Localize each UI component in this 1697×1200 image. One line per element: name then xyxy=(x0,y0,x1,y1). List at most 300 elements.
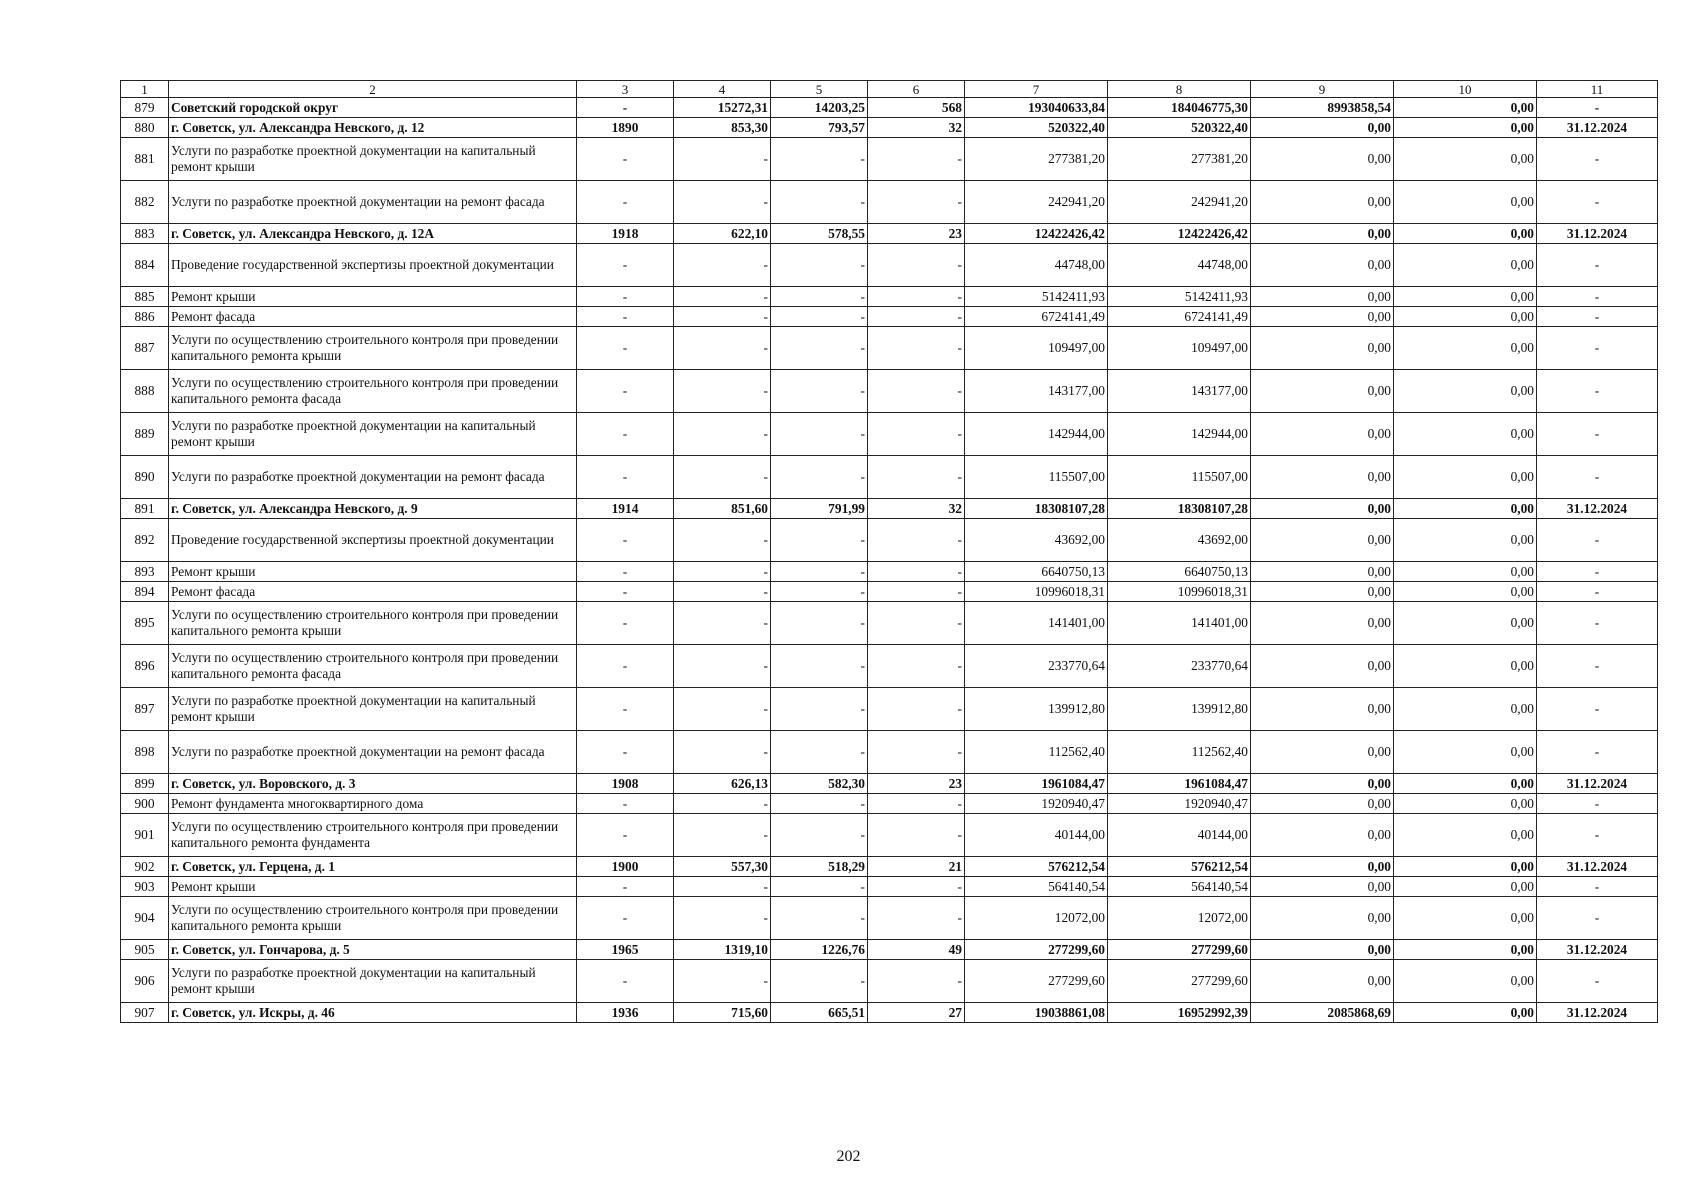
living-area-cell: - xyxy=(771,688,868,731)
description-cell: Услуги по разработке проектной документации на ремонт фасада xyxy=(169,181,577,224)
total-cost-cell: 233770,64 xyxy=(965,645,1108,688)
budget-funds-cell: 0,00 xyxy=(1394,562,1537,582)
residents-count-cell: - xyxy=(868,287,965,307)
living-area-cell: - xyxy=(771,327,868,370)
year-built-cell: 1965 xyxy=(577,940,674,960)
living-area-cell: - xyxy=(771,897,868,940)
year-built-cell: - xyxy=(577,602,674,645)
budget-funds-cell: 0,00 xyxy=(1394,688,1537,731)
living-area-cell: - xyxy=(771,307,868,327)
budget-funds-cell: 0,00 xyxy=(1394,370,1537,413)
residents-count-cell: - xyxy=(868,519,965,562)
year-built-cell: 1908 xyxy=(577,774,674,794)
work-item-row xyxy=(121,181,1658,224)
year-built-cell: - xyxy=(577,960,674,1003)
row-number-cell: 894 xyxy=(121,582,169,602)
completion-date-cell: - xyxy=(1537,731,1658,774)
living-area-cell: - xyxy=(771,877,868,897)
total-cost-cell: 43692,00 xyxy=(965,519,1108,562)
completion-date-cell: 31.12.2024 xyxy=(1537,1003,1658,1023)
living-area-cell: - xyxy=(771,582,868,602)
living-area-cell: 582,30 xyxy=(771,774,868,794)
work-item-row xyxy=(121,582,1658,602)
total-cost-cell: 576212,54 xyxy=(965,857,1108,877)
year-built-cell: - xyxy=(577,645,674,688)
description-cell: Ремонт фасада xyxy=(169,582,577,602)
description-cell: Услуги по разработке проектной документации на капитальный ремонт крыши xyxy=(169,960,577,1003)
total-area-cell: 626,13 xyxy=(674,774,771,794)
budget-funds-cell: 0,00 xyxy=(1394,602,1537,645)
row-number-cell: 904 xyxy=(121,897,169,940)
row-number-cell: 897 xyxy=(121,688,169,731)
fund-cost-cell: 242941,20 xyxy=(1108,181,1251,224)
residents-count-cell: - xyxy=(868,562,965,582)
col-header-4: 4 xyxy=(674,81,771,98)
residents-count-cell: - xyxy=(868,731,965,774)
other-sources-cell: 0,00 xyxy=(1251,181,1394,224)
description-cell: Услуги по осуществлению строительного контроля при проведении капитального ремонта крыши xyxy=(169,897,577,940)
description-cell: Услуги по разработке проектной документации на ремонт фасада xyxy=(169,731,577,774)
col-header-8: 8 xyxy=(1108,81,1251,98)
other-sources-cell: 0,00 xyxy=(1251,688,1394,731)
completion-date-cell: - xyxy=(1537,960,1658,1003)
completion-date-cell: - xyxy=(1537,645,1658,688)
fund-cost-cell: 12072,00 xyxy=(1108,897,1251,940)
living-area-cell: - xyxy=(771,287,868,307)
total-area-cell: - xyxy=(674,877,771,897)
work-item-row xyxy=(121,456,1658,499)
budget-funds-cell: 0,00 xyxy=(1394,645,1537,688)
total-area-cell: 15272,31 xyxy=(674,98,771,118)
description-cell: Проведение государственной экспертизы проектной документации xyxy=(169,519,577,562)
total-area-cell: - xyxy=(674,897,771,940)
other-sources-cell: 0,00 xyxy=(1251,370,1394,413)
row-number-cell: 905 xyxy=(121,940,169,960)
fund-cost-cell: 43692,00 xyxy=(1108,519,1251,562)
living-area-cell: 578,55 xyxy=(771,224,868,244)
budget-funds-cell: 0,00 xyxy=(1394,499,1537,519)
description-cell: Услуги по разработке проектной документации на капитальный ремонт крыши xyxy=(169,413,577,456)
completion-date-cell: - xyxy=(1537,181,1658,224)
fund-cost-cell: 576212,54 xyxy=(1108,857,1251,877)
total-cost-cell: 1961084,47 xyxy=(965,774,1108,794)
work-item-row xyxy=(121,307,1658,327)
residents-count-cell: - xyxy=(868,794,965,814)
total-cost-cell: 5142411,93 xyxy=(965,287,1108,307)
work-item-row xyxy=(121,327,1658,370)
fund-cost-cell: 520322,40 xyxy=(1108,118,1251,138)
col-header-1: 1 xyxy=(121,81,169,98)
living-area-cell: - xyxy=(771,413,868,456)
living-area-cell: 518,29 xyxy=(771,857,868,877)
description-cell: Ремонт крыши xyxy=(169,877,577,897)
total-cost-cell: 19038861,08 xyxy=(965,1003,1108,1023)
residents-count-cell: 568 xyxy=(868,98,965,118)
fund-cost-cell: 115507,00 xyxy=(1108,456,1251,499)
description-cell: Услуги по осуществлению строительного контроля при проведении капитального ремонта фасада xyxy=(169,370,577,413)
other-sources-cell: 0,00 xyxy=(1251,602,1394,645)
other-sources-cell: 0,00 xyxy=(1251,244,1394,287)
fund-cost-cell: 6640750,13 xyxy=(1108,562,1251,582)
residents-count-cell: 32 xyxy=(868,499,965,519)
completion-date-cell: - xyxy=(1537,138,1658,181)
row-number-cell: 888 xyxy=(121,370,169,413)
completion-date-cell: - xyxy=(1537,370,1658,413)
completion-date-cell: - xyxy=(1537,877,1658,897)
completion-date-cell: - xyxy=(1537,98,1658,118)
residents-count-cell: - xyxy=(868,814,965,857)
total-area-cell: - xyxy=(674,731,771,774)
col-header-6: 6 xyxy=(868,81,965,98)
living-area-cell: - xyxy=(771,960,868,1003)
budget-funds-cell: 0,00 xyxy=(1394,519,1537,562)
other-sources-cell: 0,00 xyxy=(1251,774,1394,794)
description-cell: Услуги по разработке проектной документации на капитальный ремонт крыши xyxy=(169,138,577,181)
year-built-cell: - xyxy=(577,413,674,456)
description-cell: г. Советск, ул. Гончарова, д. 5 xyxy=(169,940,577,960)
total-area-cell: - xyxy=(674,307,771,327)
total-area-cell: - xyxy=(674,181,771,224)
living-area-cell: - xyxy=(771,370,868,413)
total-area-cell: - xyxy=(674,287,771,307)
budget-funds-cell: 0,00 xyxy=(1394,857,1537,877)
row-number-cell: 898 xyxy=(121,731,169,774)
residents-count-cell: 21 xyxy=(868,857,965,877)
budget-funds-cell: 0,00 xyxy=(1394,327,1537,370)
year-built-cell: - xyxy=(577,688,674,731)
row-number-cell: 881 xyxy=(121,138,169,181)
repair-register-table xyxy=(120,80,1658,1023)
row-number-cell: 883 xyxy=(121,224,169,244)
fund-cost-cell: 143177,00 xyxy=(1108,370,1251,413)
year-built-cell: - xyxy=(577,814,674,857)
year-built-cell: - xyxy=(577,138,674,181)
row-number-cell: 884 xyxy=(121,244,169,287)
fund-cost-cell: 233770,64 xyxy=(1108,645,1251,688)
address-total-row xyxy=(121,1003,1658,1023)
completion-date-cell: - xyxy=(1537,456,1658,499)
work-item-row xyxy=(121,370,1658,413)
row-number-cell: 902 xyxy=(121,857,169,877)
living-area-cell: 791,99 xyxy=(771,499,868,519)
col-header-7: 7 xyxy=(965,81,1108,98)
row-number-cell: 906 xyxy=(121,960,169,1003)
year-built-cell: - xyxy=(577,307,674,327)
description-cell: Услуги по осуществлению строительного контроля при проведении капитального ремонта фасада xyxy=(169,645,577,688)
completion-date-cell: - xyxy=(1537,327,1658,370)
total-cost-cell: 115507,00 xyxy=(965,456,1108,499)
total-cost-cell: 6724141,49 xyxy=(965,307,1108,327)
total-cost-cell: 564140,54 xyxy=(965,877,1108,897)
work-item-row xyxy=(121,138,1658,181)
row-number-cell: 887 xyxy=(121,327,169,370)
fund-cost-cell: 277299,60 xyxy=(1108,940,1251,960)
table-body xyxy=(121,81,1658,1023)
total-cost-cell: 112562,40 xyxy=(965,731,1108,774)
fund-cost-cell: 564140,54 xyxy=(1108,877,1251,897)
year-built-cell: - xyxy=(577,562,674,582)
row-number-cell: 907 xyxy=(121,1003,169,1023)
fund-cost-cell: 10996018,31 xyxy=(1108,582,1251,602)
year-built-cell: - xyxy=(577,897,674,940)
fund-cost-cell: 139912,80 xyxy=(1108,688,1251,731)
completion-date-cell: - xyxy=(1537,244,1658,287)
completion-date-cell: 31.12.2024 xyxy=(1537,499,1658,519)
other-sources-cell: 0,00 xyxy=(1251,519,1394,562)
completion-date-cell: - xyxy=(1537,562,1658,582)
budget-funds-cell: 0,00 xyxy=(1394,731,1537,774)
work-item-row xyxy=(121,688,1658,731)
total-area-cell: - xyxy=(674,138,771,181)
total-area-cell: - xyxy=(674,602,771,645)
completion-date-cell: - xyxy=(1537,897,1658,940)
total-cost-cell: 193040633,84 xyxy=(965,98,1108,118)
row-number-cell: 880 xyxy=(121,118,169,138)
other-sources-cell: 0,00 xyxy=(1251,499,1394,519)
fund-cost-cell: 277381,20 xyxy=(1108,138,1251,181)
budget-funds-cell: 0,00 xyxy=(1394,582,1537,602)
budget-funds-cell: 0,00 xyxy=(1394,960,1537,1003)
row-number-cell: 885 xyxy=(121,287,169,307)
total-cost-cell: 12072,00 xyxy=(965,897,1108,940)
budget-funds-cell: 0,00 xyxy=(1394,138,1537,181)
budget-funds-cell: 0,00 xyxy=(1394,413,1537,456)
description-cell: г. Советск, ул. Искры, д. 46 xyxy=(169,1003,577,1023)
description-cell: г. Советск, ул. Александра Невского, д. 12 xyxy=(169,118,577,138)
work-item-row xyxy=(121,287,1658,307)
total-cost-cell: 6640750,13 xyxy=(965,562,1108,582)
fund-cost-cell: 142944,00 xyxy=(1108,413,1251,456)
fund-cost-cell: 112562,40 xyxy=(1108,731,1251,774)
residents-count-cell: 49 xyxy=(868,940,965,960)
completion-date-cell: - xyxy=(1537,307,1658,327)
total-cost-cell: 520322,40 xyxy=(965,118,1108,138)
completion-date-cell: - xyxy=(1537,413,1658,456)
work-item-row xyxy=(121,602,1658,645)
residents-count-cell: - xyxy=(868,138,965,181)
year-built-cell: - xyxy=(577,877,674,897)
total-cost-cell: 12422426,42 xyxy=(965,224,1108,244)
other-sources-cell: 0,00 xyxy=(1251,897,1394,940)
total-area-cell: - xyxy=(674,327,771,370)
budget-funds-cell: 0,00 xyxy=(1394,774,1537,794)
row-number-cell: 899 xyxy=(121,774,169,794)
work-item-row xyxy=(121,519,1658,562)
total-area-cell: - xyxy=(674,413,771,456)
work-item-row xyxy=(121,413,1658,456)
residents-count-cell: - xyxy=(868,370,965,413)
residents-count-cell: - xyxy=(868,602,965,645)
fund-cost-cell: 12422426,42 xyxy=(1108,224,1251,244)
row-number-cell: 890 xyxy=(121,456,169,499)
total-area-cell: - xyxy=(674,562,771,582)
budget-funds-cell: 0,00 xyxy=(1394,877,1537,897)
total-area-cell: - xyxy=(674,794,771,814)
total-area-cell: - xyxy=(674,456,771,499)
other-sources-cell: 0,00 xyxy=(1251,814,1394,857)
living-area-cell: 793,57 xyxy=(771,118,868,138)
living-area-cell: - xyxy=(771,562,868,582)
living-area-cell: - xyxy=(771,794,868,814)
address-total-row xyxy=(121,857,1658,877)
year-built-cell: - xyxy=(577,327,674,370)
fund-cost-cell: 109497,00 xyxy=(1108,327,1251,370)
other-sources-cell: 0,00 xyxy=(1251,731,1394,774)
other-sources-cell: 0,00 xyxy=(1251,327,1394,370)
completion-date-cell: - xyxy=(1537,602,1658,645)
residents-count-cell: - xyxy=(868,582,965,602)
other-sources-cell: 2085868,69 xyxy=(1251,1003,1394,1023)
other-sources-cell: 0,00 xyxy=(1251,857,1394,877)
fund-cost-cell: 40144,00 xyxy=(1108,814,1251,857)
living-area-cell: - xyxy=(771,602,868,645)
register-sheet xyxy=(120,80,1658,1023)
total-area-cell: - xyxy=(674,814,771,857)
total-area-cell: 1319,10 xyxy=(674,940,771,960)
residents-count-cell: - xyxy=(868,688,965,731)
total-cost-cell: 40144,00 xyxy=(965,814,1108,857)
year-built-cell: 1936 xyxy=(577,1003,674,1023)
col-header-11: 11 xyxy=(1537,81,1658,98)
total-area-cell: - xyxy=(674,519,771,562)
total-cost-cell: 18308107,28 xyxy=(965,499,1108,519)
year-built-cell: - xyxy=(577,181,674,224)
year-built-cell: - xyxy=(577,519,674,562)
residents-count-cell: 23 xyxy=(868,774,965,794)
completion-date-cell: - xyxy=(1537,582,1658,602)
year-built-cell: - xyxy=(577,370,674,413)
other-sources-cell: 0,00 xyxy=(1251,413,1394,456)
row-number-cell: 891 xyxy=(121,499,169,519)
residents-count-cell: - xyxy=(868,327,965,370)
description-cell: г. Советск, ул. Александра Невского, д. 12А xyxy=(169,224,577,244)
fund-cost-cell: 6724141,49 xyxy=(1108,307,1251,327)
total-area-cell: - xyxy=(674,244,771,287)
residents-count-cell: - xyxy=(868,413,965,456)
address-total-row xyxy=(121,98,1658,118)
total-area-cell: 622,10 xyxy=(674,224,771,244)
living-area-cell: - xyxy=(771,814,868,857)
living-area-cell: - xyxy=(771,519,868,562)
year-built-cell: - xyxy=(577,731,674,774)
budget-funds-cell: 0,00 xyxy=(1394,224,1537,244)
total-cost-cell: 141401,00 xyxy=(965,602,1108,645)
row-number-cell: 893 xyxy=(121,562,169,582)
fund-cost-cell: 5142411,93 xyxy=(1108,287,1251,307)
row-number-cell: 903 xyxy=(121,877,169,897)
year-built-cell: - xyxy=(577,456,674,499)
year-built-cell: 1914 xyxy=(577,499,674,519)
living-area-cell: - xyxy=(771,244,868,287)
total-cost-cell: 139912,80 xyxy=(965,688,1108,731)
description-cell: г. Советск, ул. Воровского, д. 3 xyxy=(169,774,577,794)
col-header-9: 9 xyxy=(1251,81,1394,98)
residents-count-cell: - xyxy=(868,456,965,499)
row-number-cell: 900 xyxy=(121,794,169,814)
row-number-cell: 892 xyxy=(121,519,169,562)
residents-count-cell: 23 xyxy=(868,224,965,244)
completion-date-cell: 31.12.2024 xyxy=(1537,224,1658,244)
fund-cost-cell: 184046775,30 xyxy=(1108,98,1251,118)
other-sources-cell: 0,00 xyxy=(1251,877,1394,897)
work-item-row xyxy=(121,960,1658,1003)
other-sources-cell: 0,00 xyxy=(1251,960,1394,1003)
year-built-cell: - xyxy=(577,582,674,602)
residents-count-cell: - xyxy=(868,244,965,287)
other-sources-cell: 0,00 xyxy=(1251,118,1394,138)
description-cell: Услуги по осуществлению строительного контроля при проведении капитального ремонта крыши xyxy=(169,327,577,370)
total-cost-cell: 143177,00 xyxy=(965,370,1108,413)
col-header-3: 3 xyxy=(577,81,674,98)
budget-funds-cell: 0,00 xyxy=(1394,244,1537,287)
work-item-row xyxy=(121,244,1658,287)
row-number-cell: 889 xyxy=(121,413,169,456)
total-cost-cell: 1920940,47 xyxy=(965,794,1108,814)
other-sources-cell: 8993858,54 xyxy=(1251,98,1394,118)
row-number-cell: 879 xyxy=(121,98,169,118)
description-cell: г. Советск, ул. Герцена, д. 1 xyxy=(169,857,577,877)
description-cell: Услуги по разработке проектной документации на ремонт фасада xyxy=(169,456,577,499)
completion-date-cell: - xyxy=(1537,688,1658,731)
description-cell: Ремонт крыши xyxy=(169,287,577,307)
year-built-cell: 1890 xyxy=(577,118,674,138)
completion-date-cell: 31.12.2024 xyxy=(1537,940,1658,960)
completion-date-cell: 31.12.2024 xyxy=(1537,118,1658,138)
living-area-cell: 14203,25 xyxy=(771,98,868,118)
address-total-row xyxy=(121,224,1658,244)
total-area-cell: 557,30 xyxy=(674,857,771,877)
residents-count-cell: - xyxy=(868,307,965,327)
address-total-row xyxy=(121,774,1658,794)
fund-cost-cell: 1920940,47 xyxy=(1108,794,1251,814)
year-built-cell: 1918 xyxy=(577,224,674,244)
description-cell: Ремонт фасада xyxy=(169,307,577,327)
description-cell: Ремонт фундамента многоквартирного дома xyxy=(169,794,577,814)
address-total-row xyxy=(121,940,1658,960)
total-area-cell: - xyxy=(674,582,771,602)
address-total-row xyxy=(121,499,1658,519)
residents-count-cell: - xyxy=(868,960,965,1003)
total-cost-cell: 277299,60 xyxy=(965,960,1108,1003)
fund-cost-cell: 16952992,39 xyxy=(1108,1003,1251,1023)
living-area-cell: - xyxy=(771,456,868,499)
row-number-cell: 896 xyxy=(121,645,169,688)
work-item-row xyxy=(121,814,1658,857)
completion-date-cell: - xyxy=(1537,794,1658,814)
year-built-cell: - xyxy=(577,794,674,814)
residents-count-cell: 32 xyxy=(868,118,965,138)
work-item-row xyxy=(121,645,1658,688)
total-area-cell: - xyxy=(674,688,771,731)
living-area-cell: - xyxy=(771,731,868,774)
other-sources-cell: 0,00 xyxy=(1251,645,1394,688)
budget-funds-cell: 0,00 xyxy=(1394,287,1537,307)
budget-funds-cell: 0,00 xyxy=(1394,118,1537,138)
budget-funds-cell: 0,00 xyxy=(1394,897,1537,940)
other-sources-cell: 0,00 xyxy=(1251,307,1394,327)
row-number-cell: 882 xyxy=(121,181,169,224)
budget-funds-cell: 0,00 xyxy=(1394,307,1537,327)
total-area-cell: - xyxy=(674,645,771,688)
work-item-row xyxy=(121,877,1658,897)
residents-count-cell: - xyxy=(868,645,965,688)
total-cost-cell: 277381,20 xyxy=(965,138,1108,181)
year-built-cell: - xyxy=(577,244,674,287)
col-header-2: 2 xyxy=(169,81,577,98)
budget-funds-cell: 0,00 xyxy=(1394,181,1537,224)
col-header-10: 10 xyxy=(1394,81,1537,98)
row-number-cell: 901 xyxy=(121,814,169,857)
